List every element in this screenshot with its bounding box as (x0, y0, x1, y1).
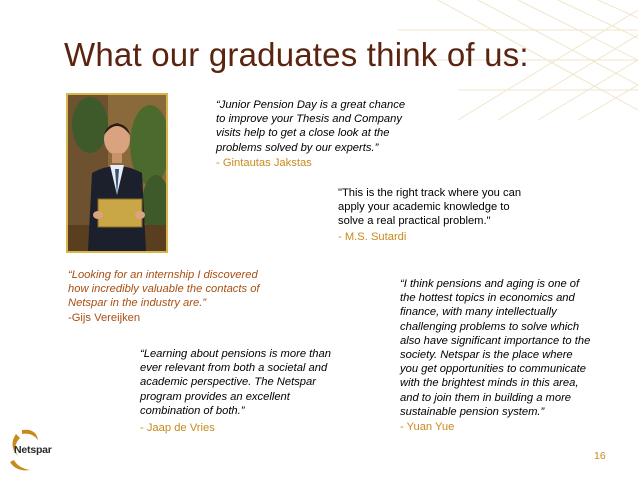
quote-sutardi: "This is the right track where you can apply your academic knowledge to solve a real practical problem." (338, 187, 522, 228)
quote-author-yue: - Yuan Yue (400, 421, 455, 433)
quote-devries: “Learning about pensions is more than ever relevant from both a societal and academic perspective. The Netspar program provides an excellent combination of both.” (140, 348, 331, 417)
quote-author-sutardi: - M.S. Sutardi (338, 231, 407, 243)
quote-jakstas: “Junior Pension Day is a great chance to improve your Thesis and Company visits help to get a close look at the problems solved by our experts.” (216, 99, 406, 154)
quote-author-jakstas: - Gintautas Jakstas (216, 157, 312, 169)
quote-yue: “I think pensions and aging is one of the hottest topics in economics and finance, with many intellectually challenging problems to solve which also have significant importance to the society. Netspar is the place where you get opportunities to communicate with the brightest minds in this area, and to join them in building a more sustainable pension system.” (400, 278, 591, 418)
quote-author-devries: - Jaap de Vries (140, 422, 215, 434)
page-number: 16 (594, 450, 606, 462)
quote-vereijken: “Looking for an internship I discovered how incredibly valuable the contacts of Netspar in the industry are.” (68, 269, 260, 310)
graduate-portrait-photo (66, 93, 168, 253)
slide-title: What our graduates think of us: (64, 36, 529, 73)
logo-text: Netspar (14, 444, 52, 456)
quote-author-vereijken: -Gijs Vereijken (68, 312, 141, 324)
portrait-illustration (68, 95, 166, 251)
